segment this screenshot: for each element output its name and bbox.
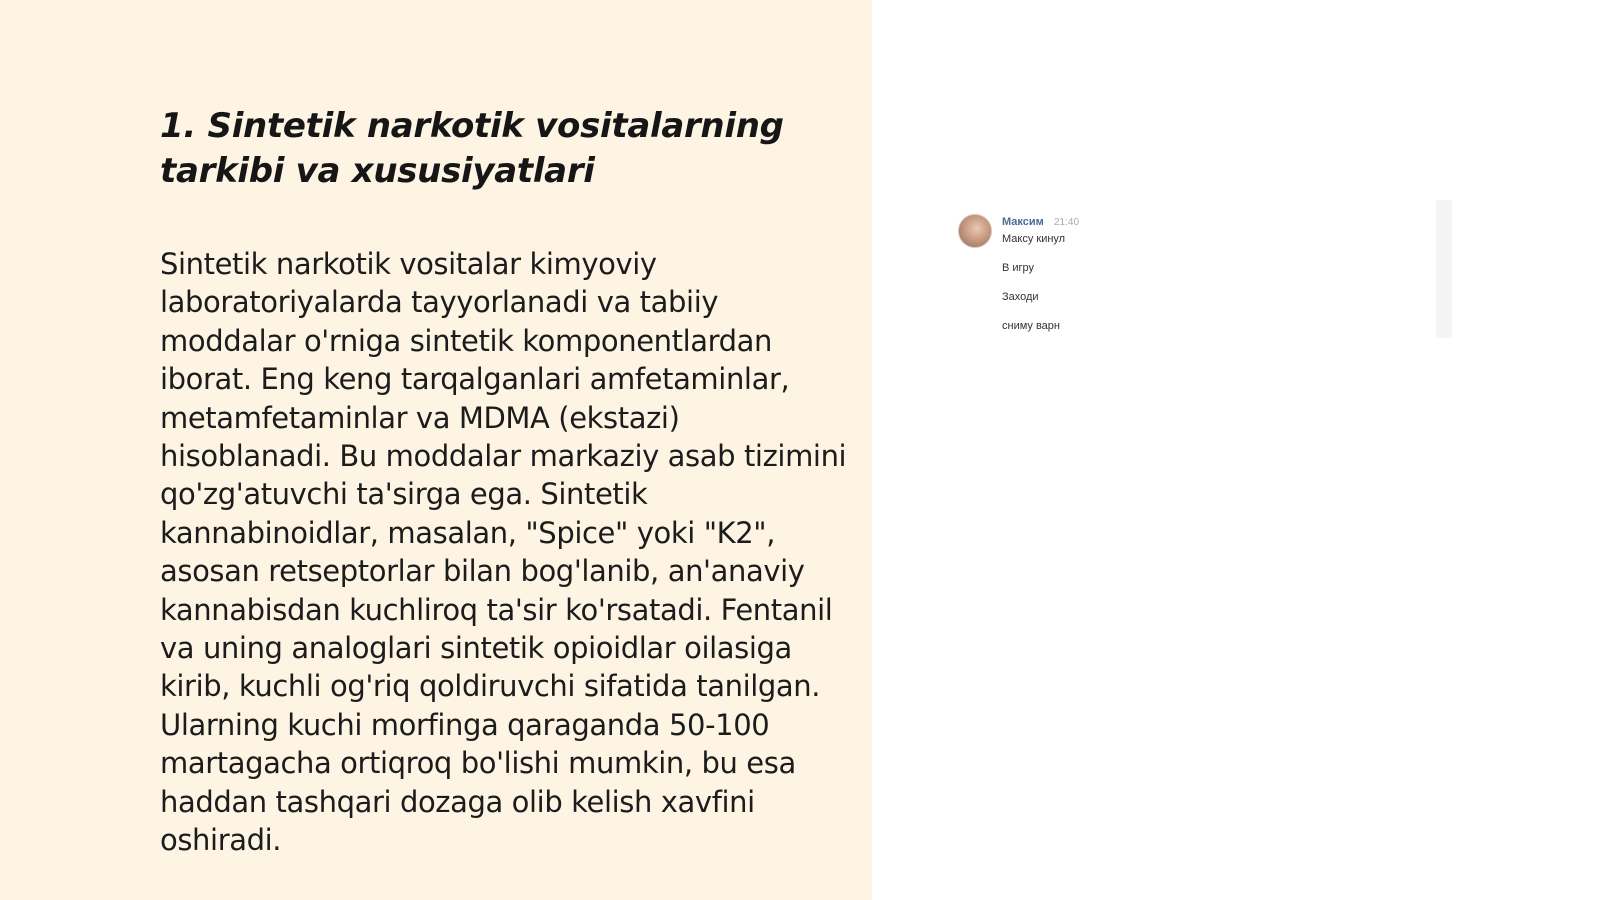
slide-heading: 1. Sintetik narkotik vositalarning tarkibi va xususiyatlari — [160, 106, 784, 191]
chat-scrollbar — [1436, 200, 1452, 338]
chat-message: сниму варн — [1002, 320, 1060, 332]
message-time: 21:40 — [1054, 217, 1080, 228]
chat-message: Заходи — [1002, 291, 1039, 303]
chat-message: Максу кинул — [1002, 233, 1066, 245]
slide-body-text: Sintetik narkotik vositalar kimyoviy laboratoriyalarda tayyorlanadi va tabiiy moddalar o'rniga sintetik komponentlardan iborat. Eng keng tarqalganlari amfetaminlar, metamfetaminlar va MDMA (ekstazi) hisoblanadi. Bu moddalar markaziy asab tizimini qo'zg'atuvchi ta'sirga ega. Sintetik kannabinoidlar, masalan, "Spice" yoki "K2", asosan retseptorlar bilan bog'lanib, an'anaviy kannabisdan kuchliroq ta'sir ko'rsatadi. Fentanil va uning analoglari sintetik opioidlar oilasiga kirib, kuchli og'riq qoldiruvchi sifatida tanilgan. Ularning kuchi morfinga qaraganda 50-100 martagacha ortiqroq bo'lishi mumkin, bu esa haddan tashqari dozaga olib kelish xavfini oshiradi. — [160, 247, 847, 858]
screenshot-panel — [872, 0, 1600, 900]
avatar — [958, 214, 992, 248]
message-author: Максим — [1002, 216, 1044, 228]
chat-message-block — [958, 212, 1438, 342]
chat-message: В игру — [1002, 262, 1035, 274]
